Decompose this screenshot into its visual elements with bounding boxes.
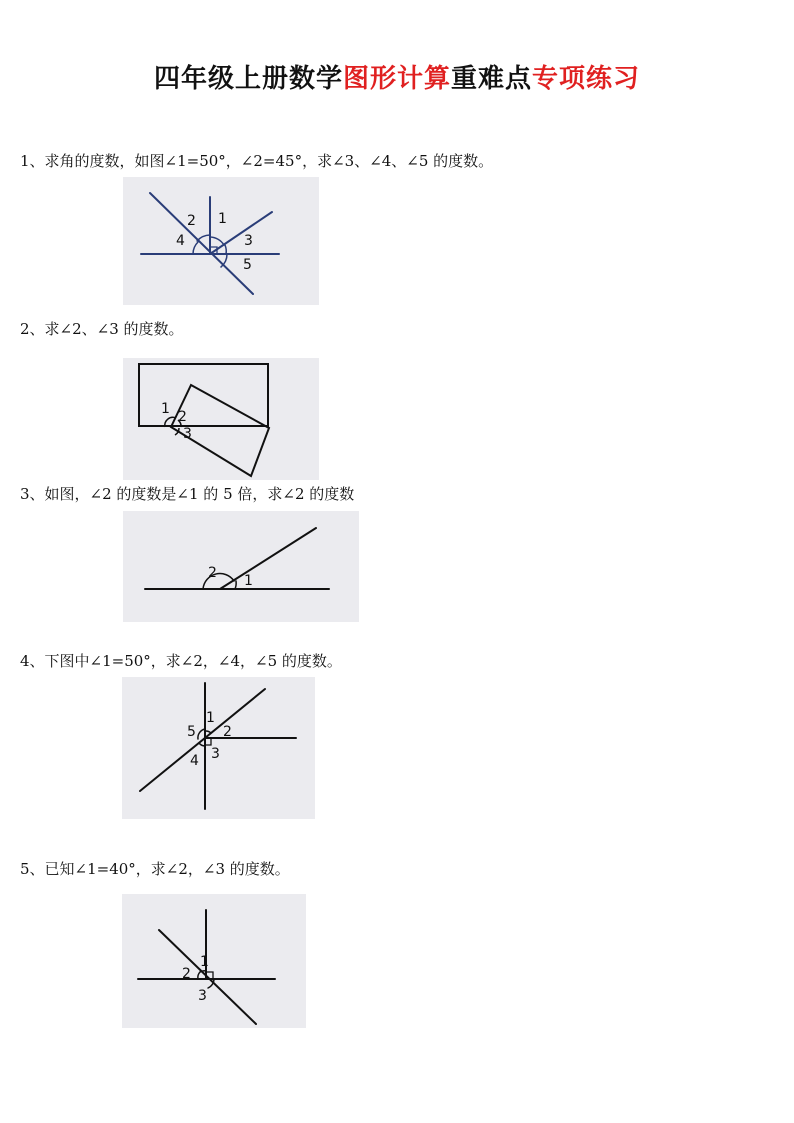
question-2: 2、求∠2、∠3 的度数。 bbox=[20, 320, 184, 338]
fig5-label-2: 2 bbox=[182, 966, 191, 982]
title-part-2: 图形计算 bbox=[342, 64, 451, 94]
fig5-diagonal-line bbox=[159, 930, 256, 1024]
fig5-label-1: 1 bbox=[200, 954, 209, 970]
figure-2 bbox=[123, 358, 319, 480]
question-5: 5、已知∠1=40°，求∠2，∠3 的度数。 bbox=[20, 860, 290, 878]
fig4-label-5: 5 bbox=[187, 724, 196, 740]
figure-2-diagram bbox=[123, 358, 319, 480]
fig4-label-2: 2 bbox=[223, 724, 232, 740]
figure-5-diagram bbox=[122, 894, 306, 1028]
title-part-3: 重难点 bbox=[451, 64, 533, 94]
fig3-label-2: 2 bbox=[208, 565, 217, 581]
fig2-label-2: 2 bbox=[178, 409, 187, 425]
fig2-label-3: 3 bbox=[183, 426, 192, 442]
figure-1 bbox=[123, 177, 319, 305]
fig1-label-2: 2 bbox=[187, 213, 196, 229]
figure-1-diagram bbox=[123, 177, 319, 305]
fig1-label-1: 1 bbox=[218, 211, 227, 227]
title-part-4: 专项练习 bbox=[532, 64, 641, 94]
figure-3 bbox=[123, 511, 359, 622]
fig1-diagonal-line bbox=[150, 193, 253, 294]
title-part-1: 四年级上册数学 bbox=[153, 64, 343, 94]
question-3: 3、如图，∠2 的度数是∠1 的 5 倍，求∠2 的度数 bbox=[20, 485, 355, 503]
fig4-label-1: 1 bbox=[206, 710, 215, 726]
fig5-label-3: 3 bbox=[198, 988, 207, 1004]
figure-5 bbox=[122, 894, 306, 1028]
fig1-label-5: 5 bbox=[243, 257, 252, 273]
fig4-label-4: 4 bbox=[190, 753, 199, 769]
fig1-label-3: 3 bbox=[244, 233, 253, 249]
fig4-diagonal-line bbox=[140, 689, 265, 791]
fig3-label-1: 1 bbox=[244, 573, 253, 589]
figure-4-diagram bbox=[122, 677, 315, 819]
page-title bbox=[0, 58, 794, 95]
question-1: 1、求角的度数，如图∠1=50°，∠2=45°，求∠3、∠4、∠5 的度数。 bbox=[20, 152, 494, 170]
fig2-label-1: 1 bbox=[161, 401, 170, 417]
figure-4 bbox=[122, 677, 315, 819]
fig1-label-4: 4 bbox=[176, 233, 185, 249]
figure-3-diagram bbox=[123, 511, 359, 622]
fig4-label-3: 3 bbox=[211, 746, 220, 762]
fig3-ray-line bbox=[220, 528, 316, 589]
question-4: 4、下图中∠1=50°，求∠2，∠4，∠5 的度数。 bbox=[20, 652, 342, 670]
